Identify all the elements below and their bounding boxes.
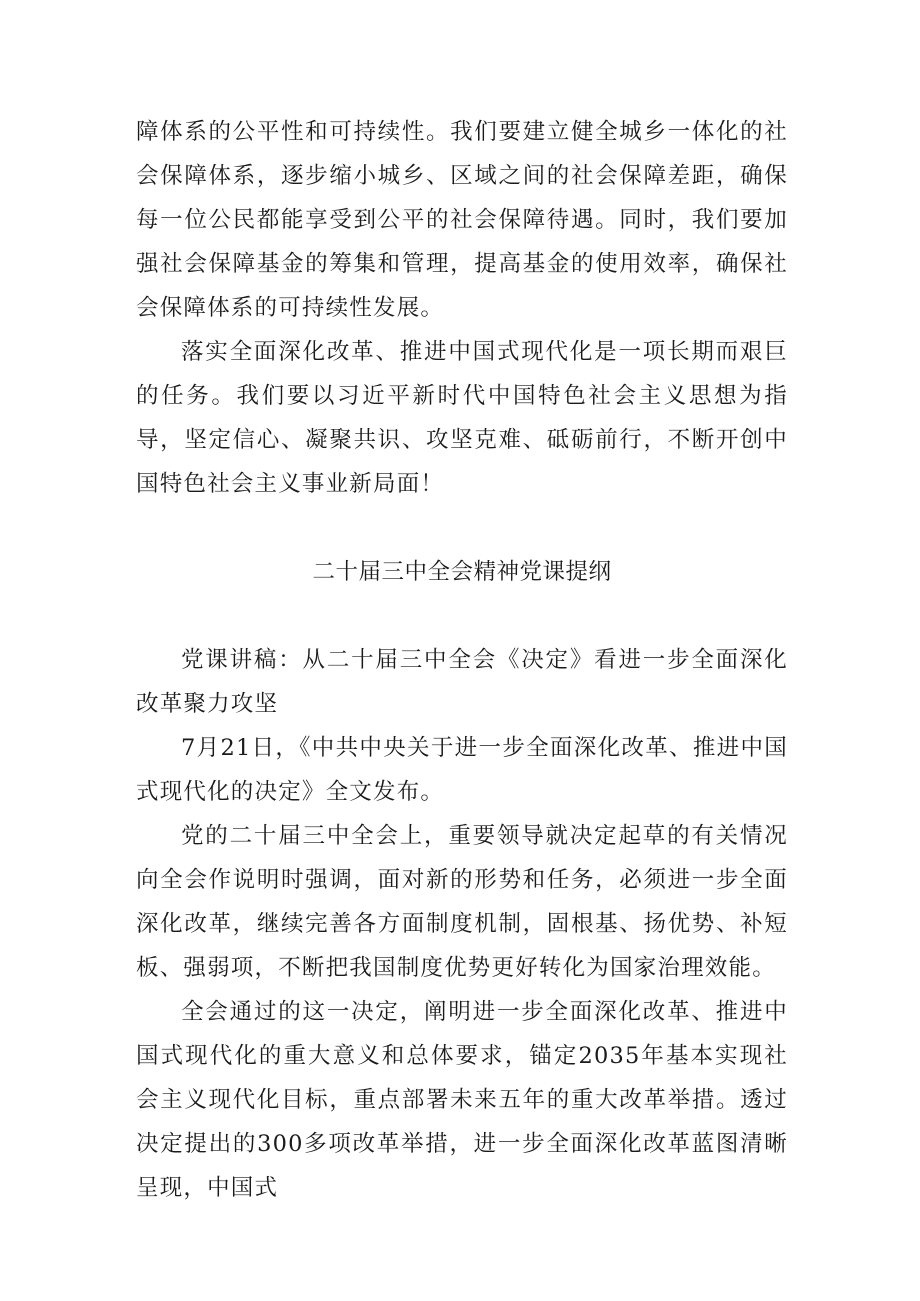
paragraph-conclusion: 落实全面深化改革、推进中国式现代化是一项长期而艰巨的任务。我们要以习近平新时代中国特色社会主义思想为指导，坚定信心、凝聚共识、攻坚克难、砥砺前行，不断开创中国特色社会主义事业新局面！	[136, 339, 788, 497]
section-heading: 二十届三中全会精神党课提纲	[312, 559, 612, 585]
paragraph-decision-summary: 全会通过的这一决定，阐明进一步全面深化改革、推进中国式现代化的重大意义和总体要求，锚定2035年基本实现社会主义现代化目标，重点部署未来五年的重大改革举措。透过决定提出的300多项改革举措，进一步全面深化改革蓝图清晰呈现，中国式	[136, 999, 788, 1201]
paragraph-publication-date: 7月21日，《中共中央关于进一步全面深化改革、推进中国式现代化的决定》全文发布。	[136, 735, 788, 805]
spacer	[136, 506, 788, 550]
paragraph-continuation: 障体系的公平性和可持续性。我们要建立健全城乡一体化的社会保障体系，逐步缩小城乡、区域之间的社会保障差距，确保每一位公民都能享受到公平的社会保障待遇。同时，我们要加强社会保障基金的筹集和管理，提高基金的使用效率，确保社会保障体系的可持续性发展。	[136, 119, 788, 321]
paragraph-lecture-title: 党课讲稿：从二十届三中全会《决定》看进一步全面深化改革聚力攻坚	[136, 647, 788, 717]
paragraph-plenary-remarks: 党的二十届三中全会上，重要领导就决定起草的有关情况向全会作说明时强调，面对新的形势和任务，必须进一步全面深化改革，继续完善各方面制度机制，固根基、扬优势、补短板、强弱项，不断把我国制度优势更好转化为国家治理效能。	[136, 823, 788, 981]
document-body	[136, 110, 788, 1210]
spacer	[136, 594, 788, 638]
